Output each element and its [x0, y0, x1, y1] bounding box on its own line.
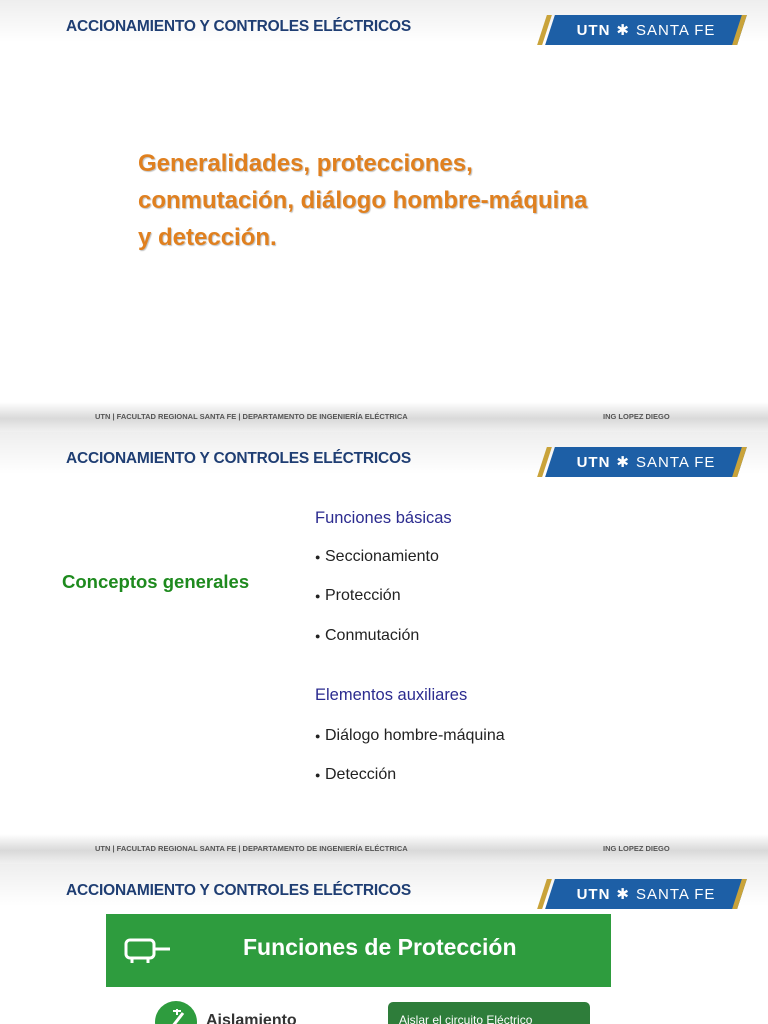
list-item: ● Diálogo hombre-máquina — [315, 727, 505, 744]
footer-author: ING LOPEZ DIEGO — [603, 844, 670, 853]
title-line: Generalidades, protecciones, — [138, 150, 473, 177]
slide-3 — [0, 864, 768, 1024]
protection-banner — [106, 914, 611, 987]
bullet-icon: ● — [315, 590, 321, 601]
banner-title: Funciones de Protección — [243, 934, 517, 960]
slide-2 — [0, 432, 768, 864]
course-title: ACCIONAMIENTO Y CONTROLES ELÉCTRICOS — [66, 882, 412, 899]
title-line: y detección. — [138, 224, 277, 251]
isolation-icon — [155, 1001, 197, 1024]
title-line: conmutación, diálogo hombre-máquina — [138, 187, 588, 214]
utn-logo — [550, 447, 742, 477]
logo-santa-fe-text: SANTA FE — [636, 885, 716, 903]
logo-star-icon: ✱ — [616, 22, 630, 39]
slide-footer — [0, 834, 768, 864]
basic-functions-heading: Funciones básicas — [315, 509, 452, 527]
concepts-heading: Conceptos generales — [62, 571, 250, 592]
list-item: ● Conmutación — [315, 627, 420, 644]
logo-utn-text: UTN — [576, 453, 611, 471]
footer-institution: UTN | FACULTAD REGIONAL SANTA FE | DEPARTAMENTO DE INGENIERÍA ELÉCTRICA — [95, 412, 408, 421]
isolation-label: Aislamiento — [206, 1012, 297, 1024]
logo-santa-fe-text: SANTA FE — [636, 453, 716, 471]
course-title: ACCIONAMIENTO Y CONTROLES ELÉCTRICOS — [66, 450, 412, 467]
motor-icon — [124, 936, 174, 964]
footer-institution: UTN | FACULTAD REGIONAL SANTA FE | DEPARTAMENTO DE INGENIERÍA ELÉCTRICA — [95, 844, 408, 853]
bullet-icon: ● — [315, 630, 321, 641]
utn-logo — [550, 15, 742, 45]
list-item: ● Protección — [315, 587, 401, 604]
footer-author: ING LOPEZ DIEGO — [603, 412, 670, 421]
logo-star-icon: ✱ — [616, 454, 630, 471]
logo-utn-text: UTN — [576, 885, 611, 903]
list-item: ● Detección — [315, 766, 397, 783]
utn-logo — [550, 879, 742, 909]
bullet-icon: ● — [315, 769, 321, 780]
slide-header — [0, 0, 768, 60]
bullet-icon: ● — [315, 730, 321, 741]
slide-1 — [0, 0, 768, 432]
slide-footer — [0, 402, 768, 432]
isolation-description — [388, 1002, 590, 1024]
slide-title — [138, 145, 658, 256]
aux-elements-heading: Elementos auxiliares — [315, 686, 468, 704]
slide-header — [0, 432, 768, 492]
logo-utn-text: UTN — [576, 21, 611, 39]
list-item: ● Seccionamiento — [315, 548, 439, 565]
bullet-icon: ● — [315, 551, 321, 562]
logo-star-icon: ✱ — [616, 886, 630, 903]
isolation-description-text: Aislar el circuito Eléctrico — [399, 1013, 533, 1024]
logo-santa-fe-text: SANTA FE — [636, 21, 716, 39]
course-title: ACCIONAMIENTO Y CONTROLES ELÉCTRICOS — [66, 18, 412, 35]
